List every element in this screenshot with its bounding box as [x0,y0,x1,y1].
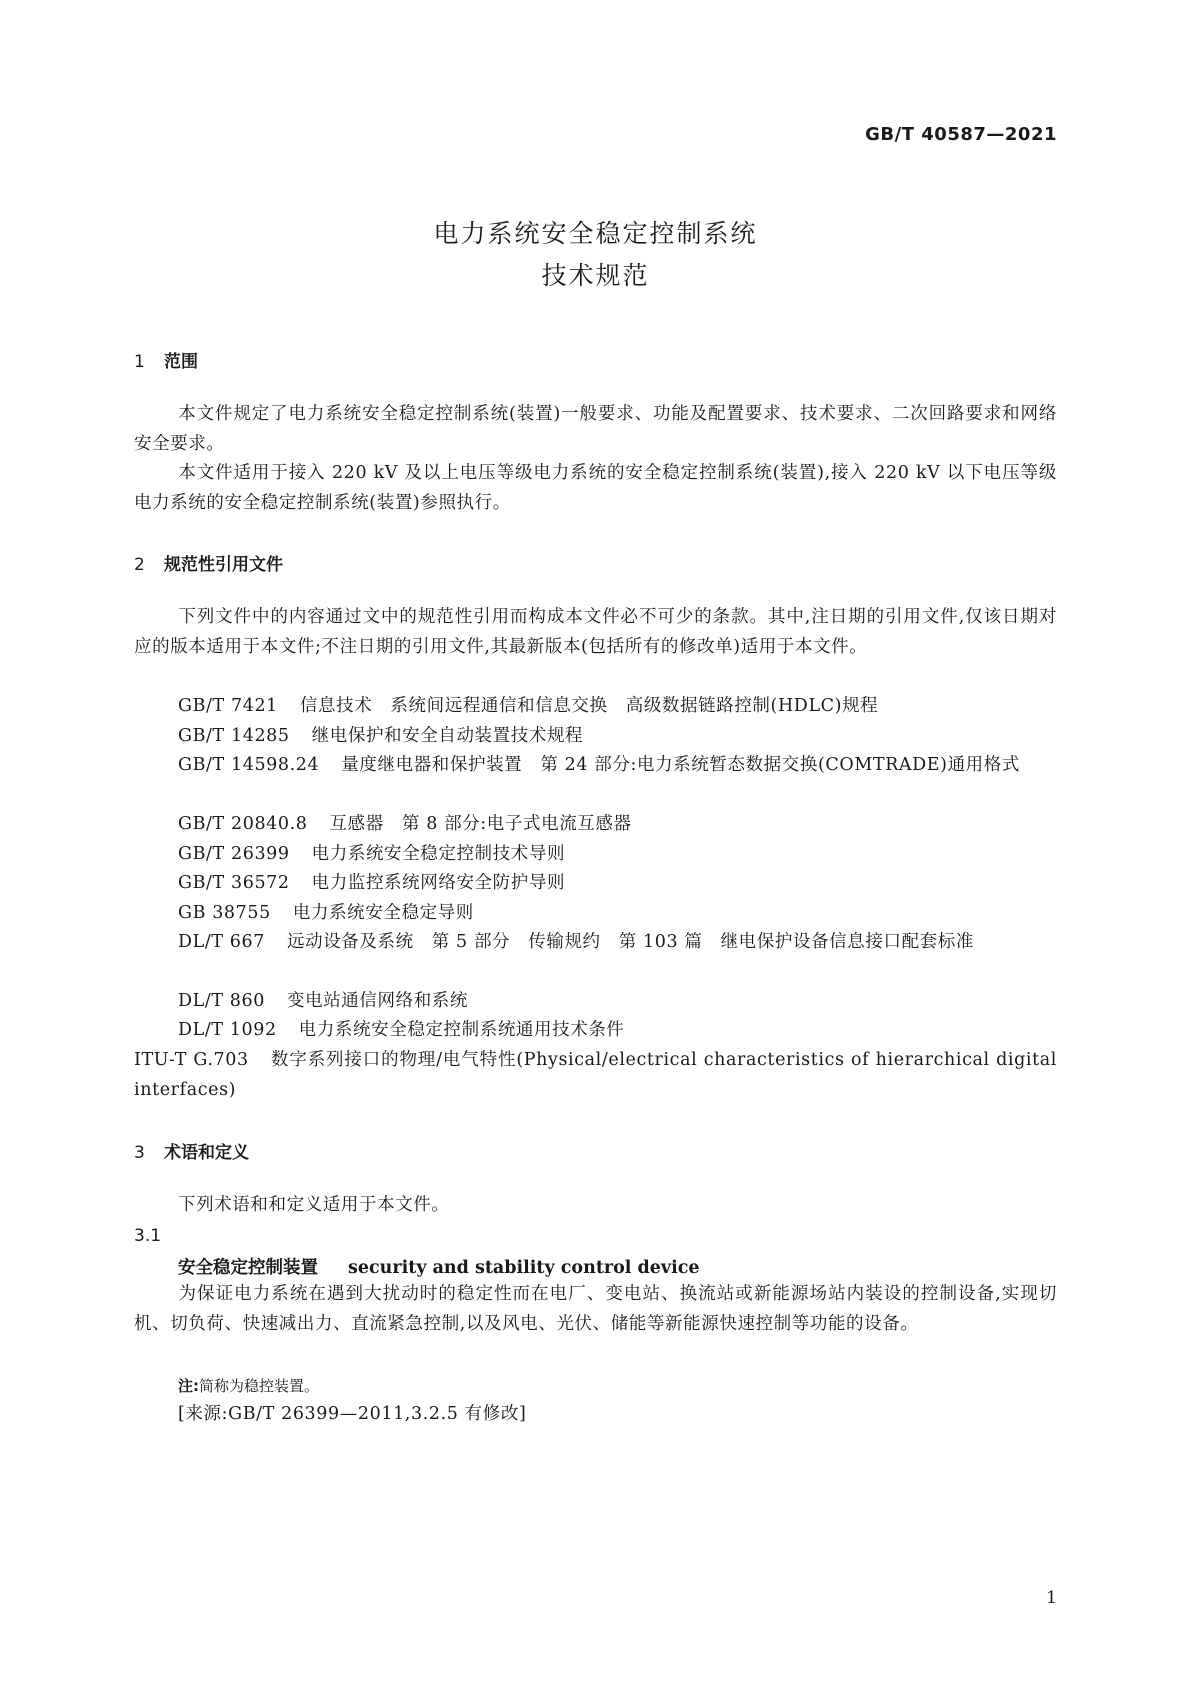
section-3-title: 术语和定义 [164,1143,249,1163]
note-label: 注: [178,1377,199,1395]
reference-code: DL/T 667 [178,932,265,952]
reference-code: DL/T 860 [178,991,265,1011]
section-1-paragraph-2: 本文件适用于接入 220 kV 及以上电压等级电力系统的安全稳定控制系统(装置),接入 220 kV 以下电压等级电力系统的安全稳定控制系统(装置)参照执行。 [134,463,1057,513]
section-1-title: 范围 [164,352,198,372]
reference-code: ITU-T G.703 [134,1050,249,1070]
section-1-number: 1 [134,352,145,372]
reference-title: 电力系统安全稳定导则 [292,903,474,923]
standard-code: GB/T 40587—2021 [865,124,1057,145]
reference-title: 信息技术 系统间远程通信和信息交换 高级数据链路控制(HDLC)规程 [299,696,879,716]
term-english: security and stability control device [348,1258,700,1278]
reference-item [178,840,565,870]
reference-item [178,810,632,840]
reference-item [178,869,565,899]
term-source: [来源:GB/T 26399—2011,3.2.5 有修改] [178,1404,527,1424]
reference-title: 互感器 第 8 部分:电子式电流互感器 [329,814,632,834]
section-3-intro: 下列术语和和定义适用于本文件。 [178,1195,450,1215]
term-chinese: 安全稳定控制装置 [178,1258,318,1278]
section-2-number: 2 [134,555,145,575]
section-3-number: 3 [134,1143,145,1163]
term-entry [178,1254,700,1279]
section-1-paragraph-1: 本文件规定了电力系统安全稳定控制系统(装置)一般要求、功能及配置要求、技术要求、二次回路要求和网络安全要求。 [134,404,1057,454]
reference-title: 数字系列接口的物理/电气特性(Physical/electrical characteristics of hierarchical digital interfaces) [134,1050,1057,1100]
term-note [178,1375,319,1396]
reference-item [178,692,878,722]
reference-title: 远动设备及系统 第 5 部分 传输规约 第 103 篇 继电保护设备信息接口配套标准 [287,932,974,952]
reference-code: GB/T 26399 [178,844,290,864]
reference-item [134,1046,1057,1105]
document-title-line1: 电力系统安全稳定控制系统 [433,219,758,248]
term-definition: 为保证电力系统在遇到大扰动时的稳定性而在电厂、变电站、换流站或新能源场站内装设的控制设备,实现切机、切负荷、快速减出力、直流紧急控制,以及风电、光伏、储能等新能源快速控制等功能的设备。 [134,1284,1057,1334]
reference-item [178,899,474,929]
reference-code: GB/T 14598.24 [178,755,320,775]
reference-title: 电力系统安全稳定控制系统通用技术条件 [298,1020,625,1040]
reference-title: 继电保护和安全自动装置技术规程 [311,726,584,746]
reference-code: GB/T 7421 [178,696,278,716]
reference-title: 量度继电器和保护装置 第 24 部分:电力系统暂态数据交换(COMTRADE)通用格式 [341,755,1020,775]
reference-item [178,722,583,752]
section-2-intro: 下列文件中的内容通过文中的规范性引用而构成本文件必不可少的条款。其中,注日期的引用文件,仅该日期对应的版本适用于本文件;不注日期的引用文件,其最新版本(包括所有的修改单)适用于本文件。 [134,607,1057,657]
reference-code: GB/T 14285 [178,726,290,746]
reference-item [178,987,468,1017]
section-2-title: 规范性引用文件 [164,555,283,575]
reference-title: 电力系统安全稳定控制技术导则 [311,844,566,864]
reference-title: 变电站通信网络和系统 [287,991,468,1011]
reference-item [134,928,1057,958]
section-2-heading [134,550,283,575]
reference-item [178,1016,625,1046]
section-1-heading [134,347,198,372]
page-number: 1 [1046,1588,1057,1608]
reference-code: GB/T 36572 [178,873,290,893]
reference-title: 电力监控系统网络安全防护导则 [311,873,566,893]
reference-code: GB 38755 [178,903,271,923]
clause-number: 3.1 [134,1226,162,1246]
reference-item [134,751,1057,781]
reference-code: GB/T 20840.8 [178,814,308,834]
section-3-heading [134,1138,249,1163]
document-title-line2: 技术规范 [541,261,650,290]
reference-code: DL/T 1092 [178,1020,277,1040]
note-text: 简称为稳控装置。 [199,1377,320,1395]
